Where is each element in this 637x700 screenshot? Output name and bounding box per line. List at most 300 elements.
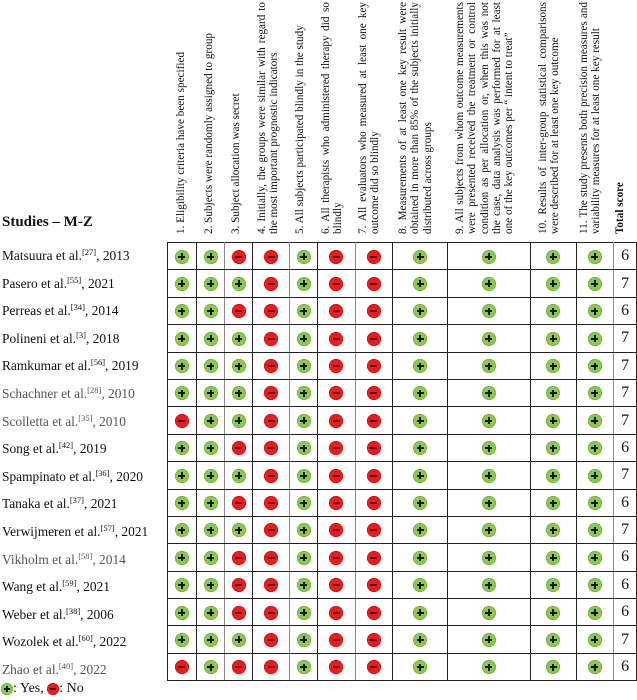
yes-plus-icon: [232, 633, 246, 647]
no-minus-icon: [367, 496, 381, 510]
study-year: , 2019: [73, 441, 107, 457]
rating-cell: [290, 653, 318, 680]
column-headers: [0, 0, 637, 238]
total-score: 6: [614, 599, 637, 626]
yes-plus-icon: [297, 250, 311, 264]
rating-cell: [576, 270, 613, 297]
study-year: , 2022: [73, 662, 107, 677]
rating-cell: [576, 407, 613, 434]
yes-plus-icon: [204, 359, 218, 373]
yes-plus-icon: [588, 359, 602, 373]
study-author: Wozolek et al.: [2, 634, 79, 650]
yes-plus-icon: [482, 578, 496, 592]
yes-plus-icon: [413, 496, 427, 510]
rating-cell: [576, 653, 613, 680]
rating-cell: [530, 653, 576, 680]
total-score: 6: [614, 243, 637, 270]
column-header-label: 11. The study presents both precision measures and variability measures for at least one key result: [578, 2, 603, 234]
rating-cell: [168, 599, 197, 626]
no-minus-icon: [367, 523, 381, 537]
yes-plus-icon: [482, 250, 496, 264]
yes-plus-icon: [175, 332, 189, 346]
column-header-8: [388, 0, 443, 238]
yes-plus-icon: [1, 683, 13, 695]
study-author: Weber et al.: [2, 606, 66, 622]
rating-cell: [355, 462, 392, 489]
study-year: , 2022: [92, 634, 127, 650]
no-minus-icon: [264, 496, 278, 510]
rating-cell: [530, 352, 576, 379]
rating-cell: [196, 516, 225, 543]
study-label: [2, 325, 119, 353]
rating-cell: [253, 489, 290, 516]
no-minus-icon: [329, 250, 343, 264]
legend-no-label: : No: [59, 681, 84, 696]
study-year: , 2014: [92, 551, 126, 567]
rating-cell: [576, 489, 613, 516]
rating-cell: [290, 434, 318, 461]
no-minus-icon: [232, 304, 246, 318]
rating-cell: [253, 571, 290, 598]
rating-cell: [290, 352, 318, 379]
rating-cell: [318, 243, 355, 270]
study-author: Verwijmeren et al.: [2, 524, 101, 539]
study-author: Polineni et al.: [2, 330, 77, 346]
study-author: Vikholm et al.: [2, 551, 79, 567]
rating-cell: [225, 243, 253, 270]
study-label: [2, 463, 143, 491]
rating-cell: [225, 352, 253, 379]
rating-cell: [290, 379, 318, 406]
rating-cell: [530, 462, 576, 489]
study-label: [2, 518, 148, 546]
rating-cell: [576, 352, 613, 379]
table-row: [168, 325, 637, 352]
rating-cell: [168, 325, 197, 352]
yes-plus-icon: [297, 277, 311, 291]
rating-cell: [355, 544, 392, 571]
no-minus-icon: [329, 606, 343, 620]
no-minus-icon: [264, 414, 278, 428]
no-minus-icon: [264, 277, 278, 291]
yes-plus-icon: [297, 332, 311, 346]
yes-plus-icon: [204, 578, 218, 592]
rating-cell: [448, 325, 530, 352]
no-minus-icon: [329, 359, 343, 373]
yes-plus-icon: [413, 386, 427, 400]
rating-cell: [355, 626, 392, 653]
yes-plus-icon: [546, 250, 560, 264]
rating-cell: [576, 626, 613, 653]
yes-plus-icon: [482, 496, 496, 510]
yes-plus-icon: [546, 578, 560, 592]
rating-cell: [393, 599, 448, 626]
yes-plus-icon: [546, 606, 560, 620]
yes-plus-icon: [482, 606, 496, 620]
yes-plus-icon: [204, 386, 218, 400]
column-header-label: 10. Results of inter-group statistical comparisons were described for at least one key outcome: [536, 2, 561, 234]
rating-cell: [530, 434, 576, 461]
total-score: 7: [614, 516, 637, 543]
no-minus-icon: [329, 304, 343, 318]
yes-plus-icon: [546, 386, 560, 400]
study-label: [2, 270, 115, 298]
study-author: Perreas et al.: [2, 303, 71, 319]
rating-cell: [318, 407, 355, 434]
no-minus-icon: [329, 277, 343, 291]
no-minus-icon: [264, 304, 278, 318]
no-minus-icon: [329, 496, 343, 510]
column-header-10: [526, 0, 572, 238]
study-year: , 2021: [81, 275, 115, 291]
rating-cell: [393, 434, 448, 461]
rating-cell: [290, 489, 318, 516]
rating-cell: [530, 270, 576, 297]
column-header-label: 6. All therapists who administered therapy did so blindly: [320, 2, 345, 234]
rating-cell: [253, 516, 290, 543]
rating-cell: [530, 379, 576, 406]
rating-cell: [253, 243, 290, 270]
yes-plus-icon: [482, 633, 496, 647]
yes-plus-icon: [297, 660, 311, 674]
total-score: 6: [614, 653, 637, 680]
yes-plus-icon: [175, 496, 189, 510]
rating-cell: [448, 516, 530, 543]
rating-cell: [448, 544, 530, 571]
rating-cell: [225, 516, 253, 543]
yes-plus-icon: [482, 414, 496, 428]
no-minus-icon: [264, 551, 278, 565]
rating-cell: [448, 489, 530, 516]
rating-cell: [576, 325, 613, 352]
rating-cell: [448, 379, 530, 406]
rating-cell: [168, 462, 197, 489]
rating-cell: [393, 352, 448, 379]
no-minus-icon: [367, 386, 381, 400]
yes-plus-icon: [546, 660, 560, 674]
yes-plus-icon: [204, 277, 218, 291]
table-row: [168, 489, 637, 516]
yes-plus-icon: [232, 359, 246, 373]
total-score: 7: [614, 379, 637, 406]
yes-plus-icon: [588, 304, 602, 318]
yes-plus-icon: [204, 606, 218, 620]
yes-plus-icon: [413, 277, 427, 291]
yes-plus-icon: [232, 277, 246, 291]
rating-cell: [290, 516, 318, 543]
study-label: [2, 435, 107, 463]
rating-cell: [168, 489, 197, 516]
rating-cell: [530, 489, 576, 516]
table-row: [168, 407, 637, 434]
no-minus-icon: [367, 633, 381, 647]
yes-plus-icon: [413, 660, 427, 674]
rating-cell: [253, 407, 290, 434]
rating-cell: [576, 571, 613, 598]
column-header-label: 8. Measurements of at least one key result were obtained in more than 85% of the subjects initially distributed across groups: [397, 2, 434, 234]
rating-cell: [253, 626, 290, 653]
no-minus-icon: [175, 414, 189, 428]
rating-cell: [530, 516, 576, 543]
yes-plus-icon: [588, 606, 602, 620]
yes-plus-icon: [204, 551, 218, 565]
reference-number: [60]: [78, 633, 93, 644]
rating-cell: [530, 407, 576, 434]
no-minus-icon: [329, 441, 343, 455]
study-author: Tanaka et al.: [2, 496, 70, 512]
rating-cell: [253, 653, 290, 680]
rating-cell: [448, 434, 530, 461]
yes-plus-icon: [588, 414, 602, 428]
rating-cell: [530, 325, 576, 352]
no-minus-icon: [264, 606, 278, 620]
rating-cell: [225, 544, 253, 571]
rating-cell: [196, 297, 225, 324]
study-author: Schachner et al.: [2, 386, 88, 401]
rating-cell: [318, 571, 355, 598]
no-minus-icon: [232, 606, 246, 620]
yes-plus-icon: [204, 633, 218, 647]
yes-plus-icon: [413, 359, 427, 373]
rating-cell: [318, 462, 355, 489]
reference-number: [34]: [70, 302, 85, 313]
yes-plus-icon: [546, 469, 560, 483]
rating-cell: [355, 434, 392, 461]
no-minus-icon: [264, 441, 278, 455]
yes-plus-icon: [546, 359, 560, 373]
rating-cell: [196, 599, 225, 626]
rating-cell: [318, 379, 355, 406]
column-header-1: [167, 0, 195, 238]
rating-cell: [393, 489, 448, 516]
reference-number: [58]: [78, 550, 93, 561]
study-label: [2, 352, 139, 380]
rating-cell: [225, 379, 253, 406]
rating-cell: [355, 352, 392, 379]
rating-cell: [168, 626, 197, 653]
rating-cell: [318, 626, 355, 653]
no-minus-icon: [329, 660, 343, 674]
rating-cell: [355, 379, 392, 406]
total-score: 6: [614, 434, 637, 461]
rating-cell: [530, 599, 576, 626]
table-row: [168, 599, 637, 626]
reference-number: [59]: [62, 578, 77, 589]
no-minus-icon: [264, 633, 278, 647]
yes-plus-icon: [232, 469, 246, 483]
study-year: , 2010: [101, 386, 135, 401]
rating-cell: [168, 571, 197, 598]
rating-cell: [168, 544, 197, 571]
yes-plus-icon: [482, 277, 496, 291]
table-row: [168, 462, 637, 489]
reference-number: [35]: [78, 412, 93, 423]
yes-plus-icon: [175, 386, 189, 400]
rating-cell: [448, 270, 530, 297]
yes-plus-icon: [413, 523, 427, 537]
column-header-11: [572, 0, 609, 238]
no-minus-icon: [232, 441, 246, 455]
rating-cell: [225, 325, 253, 352]
rating-cell: [393, 325, 448, 352]
yes-plus-icon: [204, 469, 218, 483]
rating-cell: [196, 434, 225, 461]
table-row: [168, 352, 637, 379]
rating-cell: [355, 297, 392, 324]
rating-cell: [393, 270, 448, 297]
no-minus-icon: [367, 332, 381, 346]
rating-cell: [576, 379, 613, 406]
yes-plus-icon: [175, 250, 189, 264]
no-minus-icon: [329, 469, 343, 483]
yes-plus-icon: [175, 578, 189, 592]
reference-number: [27]: [81, 247, 97, 257]
column-header-label: 4. Initially, the groups were similar with regard to the most important prognostic indicators: [256, 2, 281, 234]
no-minus-icon: [367, 359, 381, 373]
no-minus-icon: [367, 578, 381, 592]
no-minus-icon: [329, 633, 343, 647]
rating-cell: [196, 243, 225, 270]
study-label: [2, 242, 130, 270]
rating-cell: [196, 544, 225, 571]
rating-cell: [225, 571, 253, 598]
rating-cell: [168, 270, 197, 297]
table-row: [168, 571, 637, 598]
yes-plus-icon: [482, 469, 496, 483]
no-minus-icon: [329, 551, 343, 565]
yes-plus-icon: [413, 441, 427, 455]
yes-plus-icon: [297, 578, 311, 592]
no-minus-icon: [232, 660, 246, 674]
rating-cell: [355, 653, 392, 680]
yes-plus-icon: [413, 332, 427, 346]
rating-cell: [318, 653, 355, 680]
study-year: , 2010: [92, 413, 126, 429]
yes-plus-icon: [588, 441, 602, 455]
rating-cell: [290, 599, 318, 626]
study-label: [2, 656, 107, 684]
rating-cell: [290, 544, 318, 571]
rating-cell: [576, 243, 613, 270]
rating-cell: [196, 407, 225, 434]
rating-cell: [355, 270, 392, 297]
yes-plus-icon: [413, 633, 427, 647]
rating-cell: [290, 626, 318, 653]
rating-cell: [168, 352, 197, 379]
yes-plus-icon: [204, 523, 218, 537]
no-minus-icon: [264, 578, 278, 592]
no-minus-icon: [264, 332, 278, 346]
column-header-label: 1. Eligibility criteria have been specified: [174, 51, 187, 234]
rating-cell: [318, 599, 355, 626]
yes-plus-icon: [546, 332, 560, 346]
rating-cell: [168, 407, 197, 434]
yes-plus-icon: [546, 551, 560, 565]
rating-cell: [530, 243, 576, 270]
rating-cell: [290, 407, 318, 434]
yes-plus-icon: [588, 332, 602, 346]
no-minus-icon: [329, 332, 343, 346]
study-year: , 2018: [85, 330, 120, 346]
rating-cell: [530, 297, 576, 324]
yes-plus-icon: [546, 523, 560, 537]
rating-cell: [448, 599, 530, 626]
no-minus-icon: [264, 523, 278, 537]
legend: [1, 681, 84, 697]
study-label: [2, 573, 110, 601]
yes-plus-icon: [588, 496, 602, 510]
study-author: Spampinato et al.: [2, 468, 96, 484]
rating-cell: [576, 434, 613, 461]
no-minus-icon: [264, 250, 278, 264]
yes-plus-icon: [413, 469, 427, 483]
yes-plus-icon: [175, 606, 189, 620]
rating-cell: [448, 352, 530, 379]
reference-number: [28]: [87, 385, 102, 395]
yes-plus-icon: [204, 332, 218, 346]
rating-cell: [253, 462, 290, 489]
yes-plus-icon: [297, 633, 311, 647]
reference-number: [57]: [100, 523, 115, 533]
study-year: , 2014: [84, 303, 119, 319]
rating-cell: [318, 297, 355, 324]
no-minus-icon: [367, 469, 381, 483]
column-header-label: Total score: [613, 182, 626, 234]
rating-cell: [225, 407, 253, 434]
rating-cell: [290, 297, 318, 324]
rating-cell: [196, 571, 225, 598]
rating-cell: [196, 626, 225, 653]
rating-cell: [530, 544, 576, 571]
table-row: [168, 434, 637, 461]
rating-cell: [393, 407, 448, 434]
yes-plus-icon: [482, 551, 496, 565]
yes-plus-icon: [588, 523, 602, 537]
yes-plus-icon: [175, 469, 189, 483]
rating-cell: [290, 243, 318, 270]
study-year: , 2020: [109, 468, 143, 484]
legend-yes-label: : Yes,: [13, 681, 48, 696]
rating-cell: [530, 626, 576, 653]
rating-cell: [355, 571, 392, 598]
rating-cell: [318, 489, 355, 516]
yes-plus-icon: [588, 660, 602, 674]
no-minus-icon: [264, 469, 278, 483]
yes-plus-icon: [588, 469, 602, 483]
yes-plus-icon: [175, 633, 189, 647]
rating-cell: [355, 407, 392, 434]
yes-plus-icon: [297, 551, 311, 565]
study-label: [2, 628, 126, 656]
column-header-label: 9. All subjects from whom outcome measurements were presented received the treatment or control condition as per allocation or, when this was not the case, data analysis was performed for at least one of the key outcomes per “ intent to treat”: [453, 2, 515, 234]
yes-plus-icon: [413, 414, 427, 428]
study-label: [2, 380, 135, 408]
rating-cell: [393, 626, 448, 653]
no-minus-icon: [329, 523, 343, 537]
yes-plus-icon: [175, 523, 189, 537]
yes-plus-icon: [175, 359, 189, 373]
yes-plus-icon: [482, 660, 496, 674]
rating-cell: [355, 243, 392, 270]
total-score: 7: [614, 352, 637, 379]
no-minus-icon: [47, 683, 59, 695]
yes-plus-icon: [175, 441, 189, 455]
rating-cell: [225, 297, 253, 324]
reference-number: [56]: [90, 357, 106, 368]
table-row: [168, 379, 637, 406]
rating-cell: [448, 243, 530, 270]
rating-cell: [448, 626, 530, 653]
